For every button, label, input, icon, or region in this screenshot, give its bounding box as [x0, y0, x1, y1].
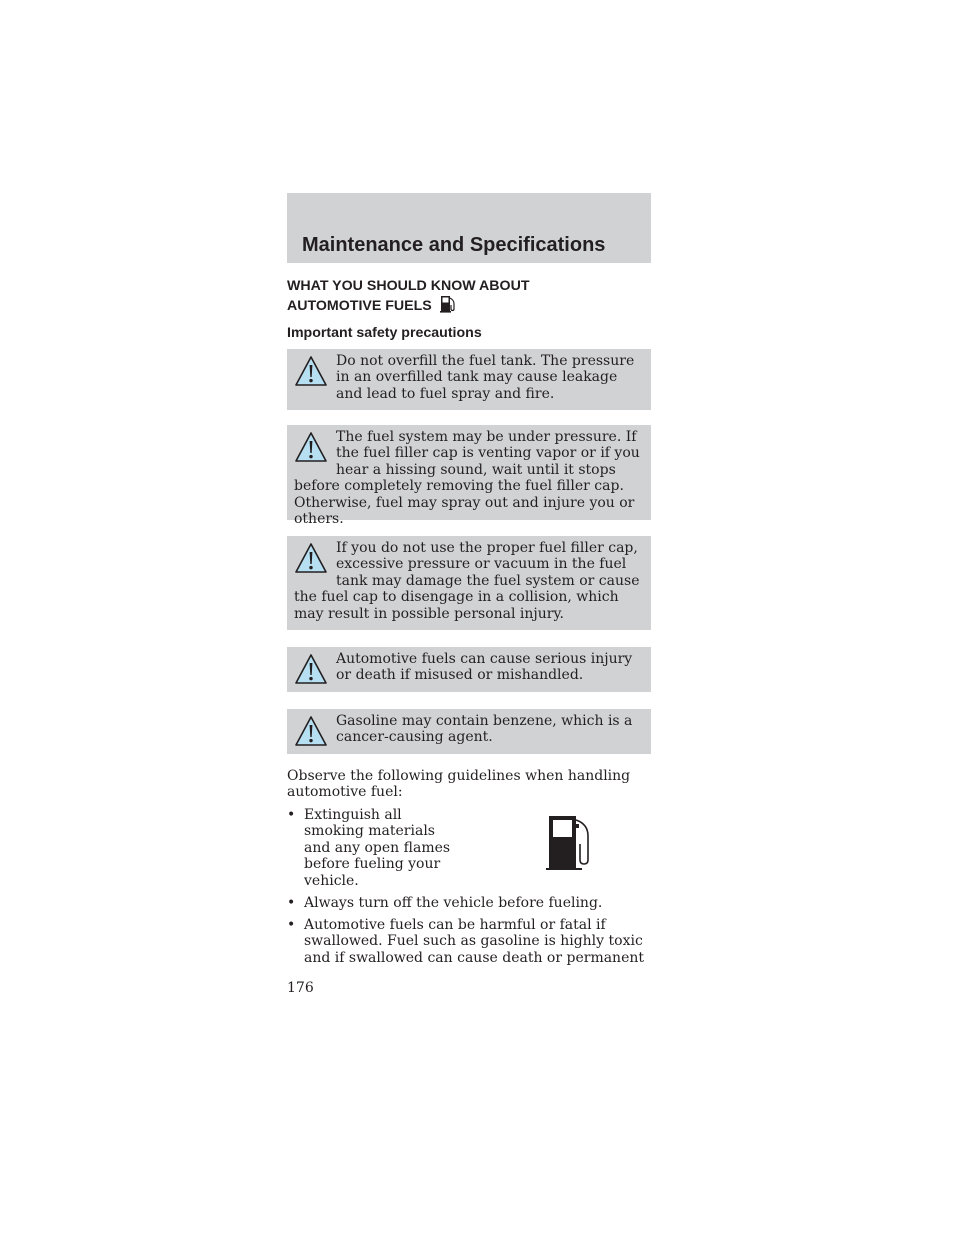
warning-text: Automotive fuels can cause serious injury or death if misused or mishandled. [336, 651, 633, 684]
section-heading-line1: WHAT YOU SHOULD KNOW ABOUT [287, 278, 530, 294]
guidelines-intro: Observe the following guidelines when handling automotive fuel: [287, 768, 631, 801]
list-item [287, 895, 651, 911]
warning-box [287, 349, 651, 410]
warning-triangle-icon [294, 431, 328, 463]
section-heading [287, 278, 651, 314]
warning-box [287, 647, 651, 692]
fuel-pump-icon [439, 294, 456, 313]
warning-box [287, 536, 651, 630]
fuel-pump-icon [544, 812, 594, 872]
list-item-text: Automotive fuels can be harmful or fatal if swallowed. Fuel such as gasoline is highly toxic and if swallowed can cause death or permanent [304, 917, 645, 966]
header-band [287, 193, 651, 263]
warning-text: If you do not use the proper fuel filler cap, excessive pressure or vacuum in the fuel tank may damage the fuel system or cause the fuel cap to disengage in a collision, which may result in possible personal injury. [294, 540, 640, 622]
section-heading-line2: AUTOMOTIVE FUELS [287, 298, 432, 314]
list-item [287, 807, 452, 889]
bullet-dot: • [287, 917, 296, 933]
warning-triangle-icon [294, 653, 328, 685]
list-item-text: Always turn off the vehicle before fueling. [304, 895, 603, 911]
warning-text: Do not overfill the fuel tank. The pressure in an overfilled tank may cause leakage and lead to fuel spray and fire. [336, 353, 635, 402]
bullet-dot: • [287, 807, 296, 823]
warning-triangle-icon [294, 542, 328, 574]
warning-triangle-icon [294, 355, 328, 387]
page-title: Maintenance and Specifications [302, 234, 606, 256]
warning-box [287, 709, 651, 754]
warning-text: Gasoline may contain benzene, which is a cancer-causing agent. [336, 713, 633, 746]
warning-box [287, 425, 651, 528]
warning-text: The fuel system may be under pressure. If the fuel filler cap is venting vapor or if you hear a hissing sound, wait until it stops before completely removing the fuel filler cap. Otherwise, fuel may spray out and injure you or others. [294, 429, 640, 528]
subheading: Important safety precautions [287, 325, 482, 341]
warning-triangle-icon [294, 715, 328, 747]
bullet-dot: • [287, 895, 296, 911]
list-item [287, 917, 651, 966]
list-item-text: Extinguish all smoking materials and any open flames before fueling your vehicle. [304, 807, 451, 889]
page-number: 176 [287, 980, 314, 996]
